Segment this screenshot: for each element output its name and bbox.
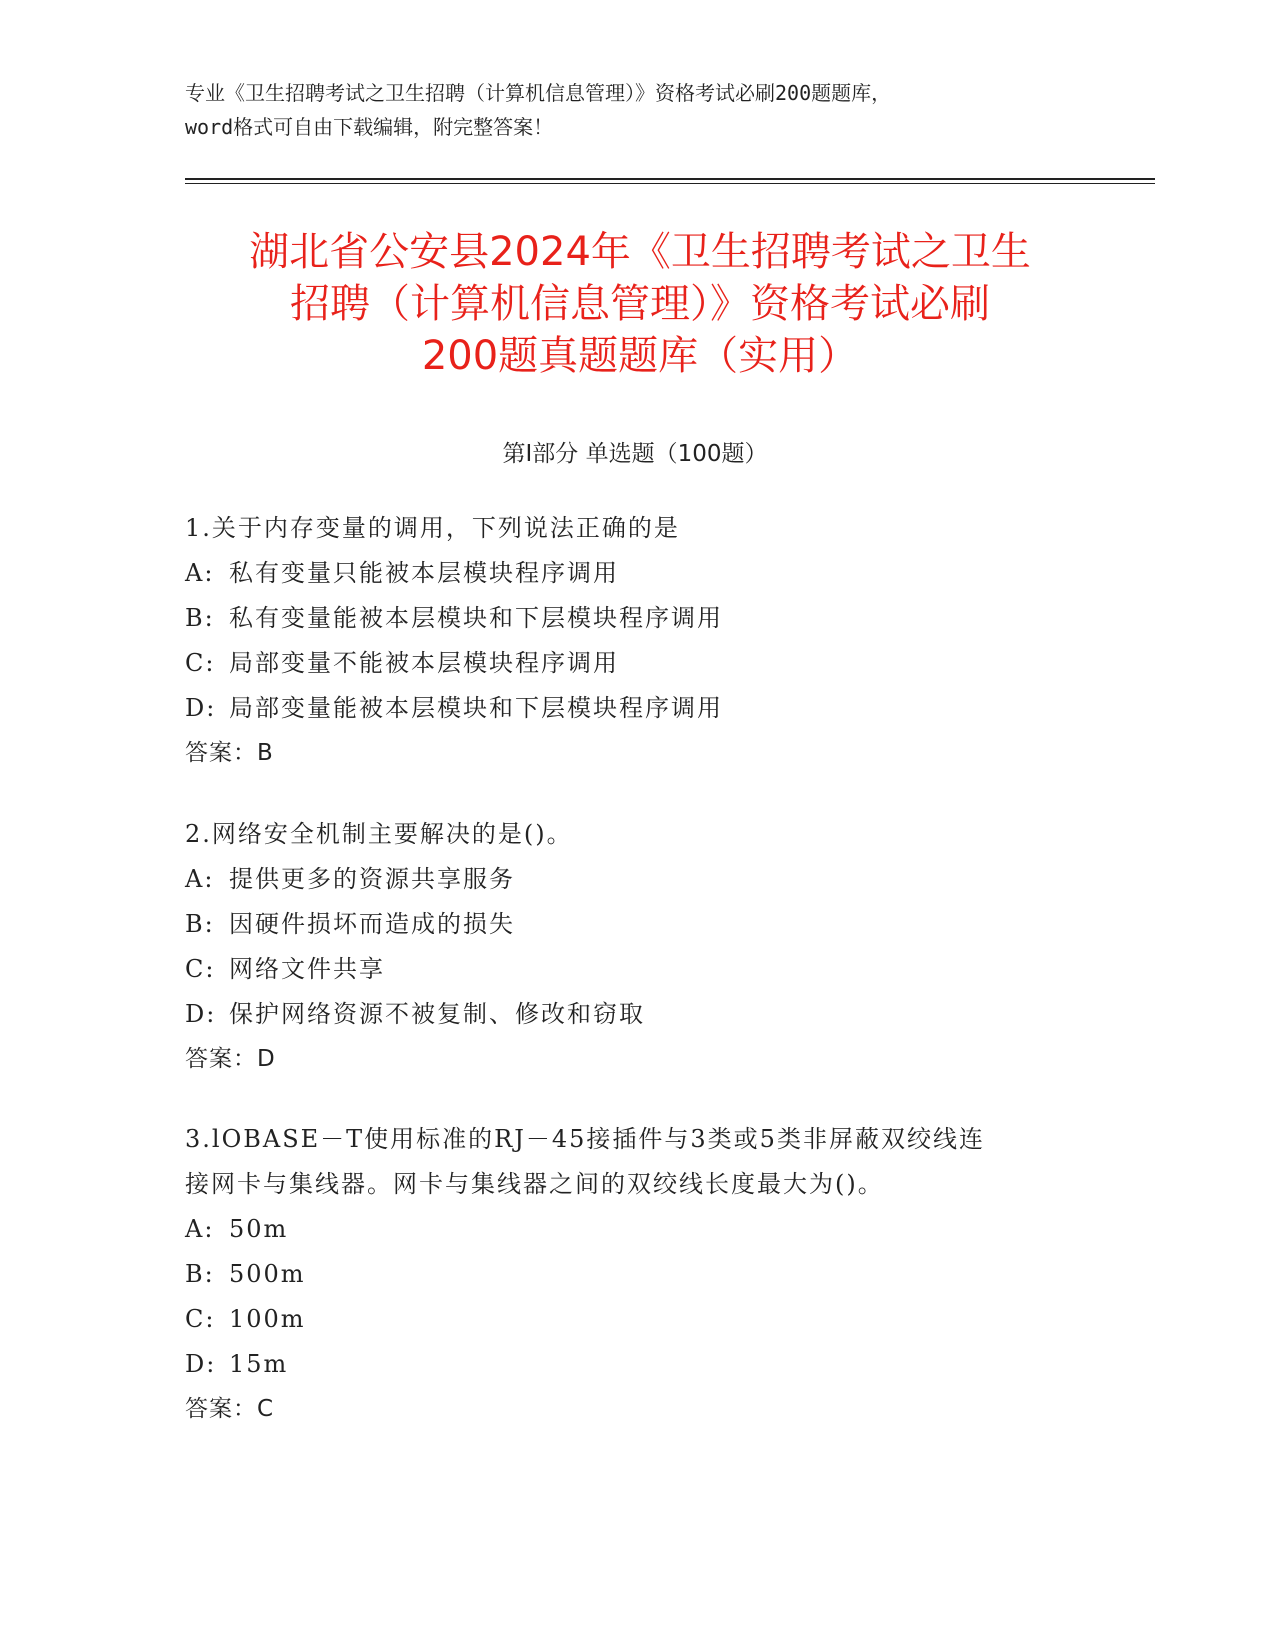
answer-line: 答案：B bbox=[185, 740, 274, 766]
option-b bbox=[185, 596, 1075, 641]
option-text: 私有变量只能被本层模块程序调用 bbox=[229, 559, 619, 587]
option-key: D: bbox=[185, 1350, 217, 1378]
title-line-1: 湖北省公安县2024年《卫生招聘考试之卫生 bbox=[249, 229, 1031, 275]
title-line-3: 200题真题题库（实用） bbox=[421, 333, 859, 379]
option-key: B: bbox=[185, 910, 215, 938]
title-line-2: 招聘（计算机信息管理）》资格考试必刷 bbox=[290, 281, 990, 327]
option-text: 保护网络资源不被复制、修改和窃取 bbox=[229, 1000, 645, 1028]
question-3 bbox=[185, 1117, 1075, 1432]
option-a bbox=[185, 857, 1075, 902]
option-text: 私有变量能被本层模块和下层模块程序调用 bbox=[229, 604, 723, 632]
option-text: 局部变量能被本层模块和下层模块程序调用 bbox=[229, 694, 723, 722]
question-2 bbox=[185, 812, 1075, 1082]
header-note-line-1: 专业《卫生招聘考试之卫生招聘（计算机信息管理）》资格考试必刷200题题库， bbox=[185, 81, 892, 105]
option-key: C: bbox=[185, 1305, 216, 1333]
question-stem-line-1: 3.lOBASE－T使用标准的RJ－45接插件与3类或5类非屏蔽双绞线连 bbox=[185, 1125, 985, 1153]
option-key: A: bbox=[185, 559, 215, 587]
option-c bbox=[185, 947, 1075, 992]
option-key: B: bbox=[185, 604, 215, 632]
option-d bbox=[185, 992, 1075, 1037]
header-note bbox=[185, 76, 1085, 144]
option-text: 局部变量不能被本层模块程序调用 bbox=[229, 649, 619, 677]
header-divider-thin bbox=[185, 183, 1155, 184]
option-text: 100m bbox=[229, 1305, 306, 1333]
option-text: 因硬件损坏而造成的损失 bbox=[229, 910, 515, 938]
option-c bbox=[185, 1297, 1075, 1342]
option-text: 15m bbox=[229, 1350, 289, 1378]
option-a bbox=[185, 1207, 1075, 1252]
option-a bbox=[185, 551, 1075, 596]
option-text: 50m bbox=[229, 1215, 289, 1243]
option-c bbox=[185, 641, 1075, 686]
answer-line: 答案：C bbox=[185, 1396, 275, 1422]
option-d bbox=[185, 1342, 1075, 1387]
question-1 bbox=[185, 506, 1075, 776]
option-text: 提供更多的资源共享服务 bbox=[229, 865, 515, 893]
option-b bbox=[185, 1252, 1075, 1297]
option-b bbox=[185, 902, 1075, 947]
question-stem: 1.关于内存变量的调用，下列说法正确的是 bbox=[185, 514, 680, 542]
option-text: 网络文件共享 bbox=[229, 955, 385, 983]
option-key: D: bbox=[185, 694, 217, 722]
option-d bbox=[185, 686, 1075, 731]
option-key: D: bbox=[185, 1000, 217, 1028]
option-key: A: bbox=[185, 1215, 215, 1243]
document-title bbox=[150, 226, 1130, 382]
option-key: C: bbox=[185, 649, 216, 677]
option-key: C: bbox=[185, 955, 216, 983]
answer-line: 答案：D bbox=[185, 1046, 276, 1072]
option-text: 500m bbox=[229, 1260, 306, 1288]
question-stem: 2.网络安全机制主要解决的是()。 bbox=[185, 820, 573, 848]
question-stem-line-2: 接网卡与集线器。网卡与集线器之间的双绞线长度最大为()。 bbox=[185, 1170, 884, 1198]
header-note-line-2: word格式可自由下载编辑，附完整答案！ bbox=[185, 115, 554, 139]
header-divider-thick bbox=[185, 178, 1155, 180]
option-key: A: bbox=[185, 865, 215, 893]
option-key: B: bbox=[185, 1260, 215, 1288]
section-heading: 第Ⅰ部分 单选题（100题） bbox=[502, 441, 768, 467]
